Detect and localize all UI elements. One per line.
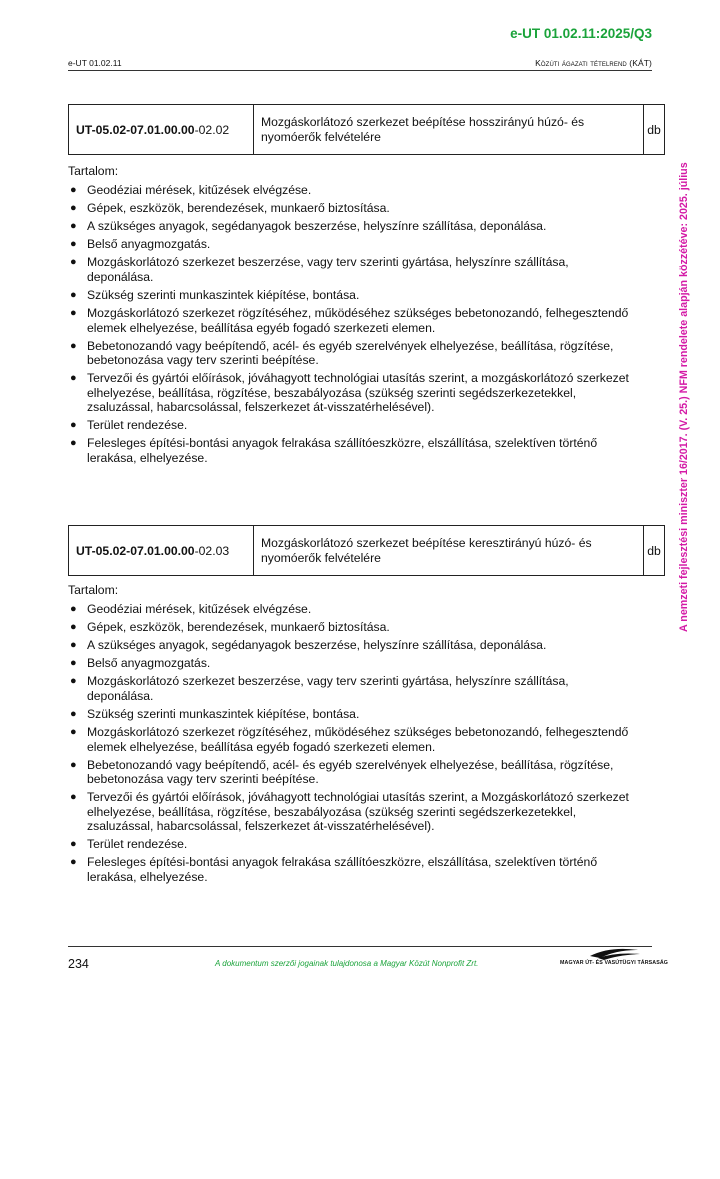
copyright-note: A dokumentum szerzői jogainak tulajdonosa a Magyar Közút Nonprofit Zrt. <box>215 959 479 968</box>
bullet-icon: ● <box>70 791 77 804</box>
bullet-icon: ● <box>70 339 77 352</box>
list-item: ● Bebetonozandó vagy beépítendő, acél- és egyéb szerelvények elhelyezése, beállítása, rögzítése, bebetonozása vagy terv szerinti beépítése. <box>70 757 614 787</box>
item-description: Mozgáskorlátozó szerkezet beépítése keresztirányú húzó- és nyomóerők felvételére <box>254 526 644 576</box>
bullet-icon: ● <box>70 603 77 615</box>
header-right <box>535 58 652 68</box>
item-code-main: UT-05.02-07.01.00.00 <box>76 543 195 558</box>
list-item: ● Mozgáskorlátozó szerkezet beszerzése, vagy terv szerinti gyártása, helyszínre szállítása, deponálása. <box>70 255 569 284</box>
header-divider <box>68 70 652 71</box>
item-unit: db <box>644 526 665 576</box>
bullet-icon: ● <box>70 419 77 432</box>
list-item: ● Terület rendezése. <box>70 837 188 852</box>
document-code: e-UT 01.02.11:2025/Q3 <box>510 26 652 41</box>
list-item: ● Gépek, eszközök, berendezések, munkaerő biztosítása. <box>70 201 390 216</box>
list-item: ● Mozgáskorlátozó szerkezet rögzítéséhez, működéséhez szükséges bebetonozandó, felhegesztendő elemek elhelyezése, beállítása egyéb fogadó szerkezeti elemen. <box>70 306 629 335</box>
list-item: ● Geodéziai mérések, kitűzések elvégzése. <box>70 183 312 197</box>
list-item: ● Szükség szerinti munkaszintek kiépítése, bontása. <box>70 287 360 302</box>
publication-side-note: A nemzeti fejlesztési miniszter 16/2017. (V. 25.) NFM rendelete alapján közzétéve: 2025. július <box>678 162 690 632</box>
list-item: ● Felesleges építési-bontási anyagok felrakása szállítóeszközre, elszállítása, szelektíven történő lerakása, elhelyezése. <box>70 436 598 465</box>
item-code-suffix: -02.03 <box>194 543 230 558</box>
item-table-1 <box>68 104 665 155</box>
page-number: 234 <box>68 957 89 971</box>
bullet-icon: ● <box>70 856 77 869</box>
side-note-wrapper <box>677 162 691 1179</box>
bullet-icon: ● <box>70 639 77 652</box>
list-item: ● A szükséges anyagok, segédanyagok beszerzése, helyszínre szállítása, deponálása. <box>70 638 547 653</box>
item-code <box>69 105 254 155</box>
list-item: ● Terület rendezése. <box>70 418 188 433</box>
bullet-icon: ● <box>70 657 77 670</box>
content-label: Tartalom: <box>68 583 119 597</box>
header-left: e-UT 01.02.11 <box>68 58 122 68</box>
bullet-icon: ● <box>70 256 77 269</box>
bullet-icon: ● <box>70 220 77 233</box>
bullet-icon: ● <box>70 288 77 301</box>
list-item: ● Belső anyagmozgatás. <box>70 237 211 252</box>
list-item: ● Geodéziai mérések, kitűzések elvégzése. <box>70 602 312 616</box>
bullet-icon: ● <box>70 307 77 320</box>
item-code-suffix: -02.02 <box>194 122 230 137</box>
bullet-icon: ● <box>70 621 77 634</box>
list-item: ● Mozgáskorlátozó szerkezet beszerzése, vagy terv szerinti gyártása, helyszínre szállítása, deponálása. <box>70 674 569 703</box>
bullet-icon: ● <box>70 707 77 720</box>
bullet-icon: ● <box>70 758 77 771</box>
list-item: ● Tervezői és gyártói előírások, jóváhagyott technológiai utasítás szerint, a Mozgáskorlátozó szerkezet elhelyezése, beállítása, rögzítése, beszabályozása (szükség szerinti segédszerkezetekkel, zsaluzással, habarcsolással, felszerkezet át-visszatérhelésével). <box>70 790 629 834</box>
item-code-main: UT-05.02-07.01.00.00 <box>76 122 195 137</box>
content-label: Tartalom: <box>68 164 119 178</box>
bullet-icon: ● <box>70 726 77 739</box>
header-right-title: Közúti ágazati tételrend <box>535 58 627 68</box>
bullet-icon: ● <box>70 238 77 251</box>
list-item: ● Felesleges építési-bontási anyagok felrakása szállítóeszközre, elszállítása, szelektíven történő lerakása, elhelyezése. <box>70 855 598 884</box>
bullet-icon: ● <box>70 372 77 385</box>
item-unit: db <box>644 105 665 155</box>
list-item: ● Szükség szerinti munkaszintek kiépítése, bontása. <box>70 706 360 721</box>
bullet-icon: ● <box>70 202 77 215</box>
item-description: Mozgáskorlátozó szerkezet beépítése hosszirányú húzó- és nyomóerők felvételére <box>254 105 644 155</box>
list-item: ● Mozgáskorlátozó szerkezet rögzítéséhez, működéséhez szükséges bebetonozandó, felhegesztendő elemek elhelyezése, beállítása egyéb fogadó szerkezeti elemen. <box>70 725 629 754</box>
header-right-abbrev: (KÁT) <box>629 58 652 68</box>
content-list-1 <box>68 183 638 469</box>
logo-caption: MAGYAR ÚT- ÉS VASÚTÜGYI TÁRSASÁG <box>560 960 668 966</box>
list-item: ● Tervezői és gyártói előírások, jóváhagyott technológiai utasítás szerint, a mozgáskorlátozó szerkezet elhelyezése, beállítása, rögzítése, beszabályozása (szükség szerinti segédszerkezetekkel, zsaluzással, habarcsolással, felszerkezet át-visszatérhelésével). <box>70 371 629 415</box>
list-item: ● Gépek, eszközök, berendezések, munkaerő biztosítása. <box>70 620 390 635</box>
item-code <box>69 526 254 576</box>
list-item: ● A szükséges anyagok, segédanyagok beszerzése, helyszínre szállítása, deponálása. <box>70 219 547 234</box>
list-item: ● Bebetonozandó vagy beépítendő, acél- és egyéb szerelvények elhelyezése, beállítása, rögzítése, bebetonozása vagy terv szerinti beépítése. <box>70 338 614 368</box>
bullet-icon: ● <box>70 437 77 450</box>
bullet-icon: ● <box>70 838 77 851</box>
bullet-icon: ● <box>70 184 77 196</box>
bullet-icon: ● <box>70 675 77 688</box>
item-table-2 <box>68 525 665 576</box>
list-item: ● Belső anyagmozgatás. <box>70 656 211 671</box>
content-list-2 <box>68 602 638 888</box>
